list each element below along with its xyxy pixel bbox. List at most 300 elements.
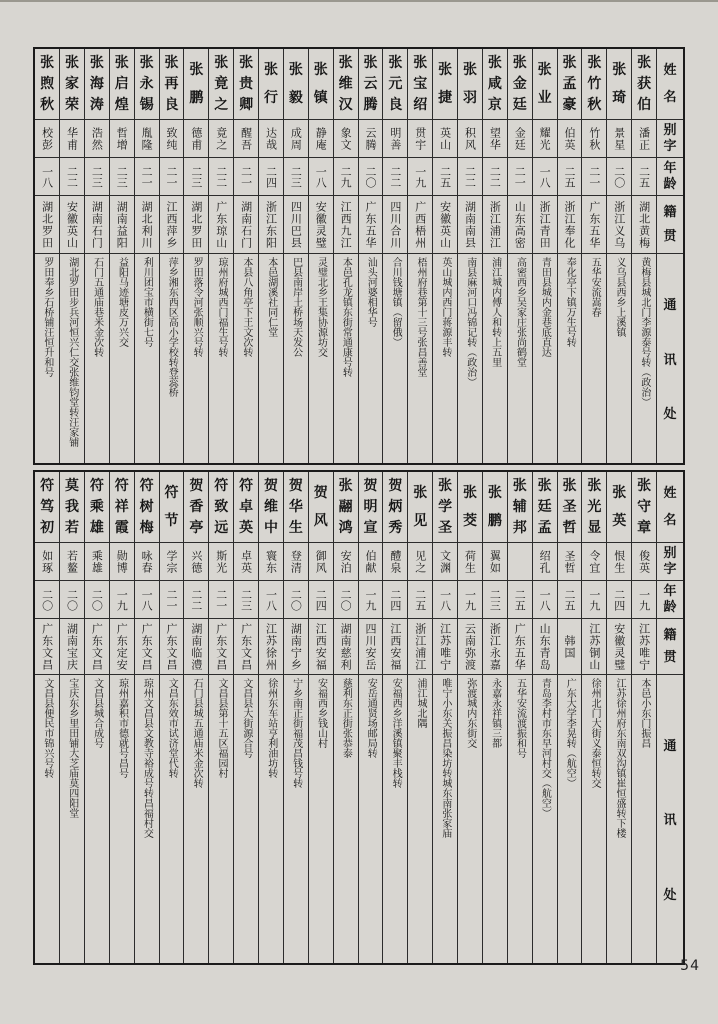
address-cell: 文昌县城合成号 [91, 678, 103, 748]
zi-cell: 德甫 [184, 120, 208, 158]
zi-cell: 卓英 [234, 543, 258, 581]
person-column [35, 49, 59, 463]
address-cell: 黄梅县城北门李源泰号转（政治） [638, 257, 650, 407]
name-cell: 张 煦 秋 [35, 49, 59, 120]
age-cell: 二四 [607, 581, 631, 619]
age-cell: 二二 [383, 158, 407, 196]
address-cell: 五华安流渡振和号 [514, 678, 526, 758]
age-cell: 二三 [234, 581, 258, 619]
zi-cell: 文渊 [433, 543, 457, 581]
native-cell: 湖北黄梅 [632, 196, 656, 254]
age-cell: 二九 [334, 158, 358, 196]
age-cell: 一八 [533, 158, 557, 196]
name-cell: 贺 炳 秀 [383, 472, 407, 543]
address-cell: 琼州嘉积市德就号昌号 [116, 678, 128, 778]
name-cell: 张 获 伯 [632, 49, 656, 120]
person-column [532, 472, 557, 963]
address-cell: 益阳马迹塘皮万兴交 [116, 257, 128, 347]
address-cell: 浦江城北隅 [414, 678, 426, 728]
person-column [532, 49, 557, 463]
age-cell: 二二 [184, 581, 208, 619]
zi-cell: 景星 [607, 120, 631, 158]
directory-table-top [33, 47, 685, 465]
age-cell: 二五 [433, 158, 457, 196]
name-cell: 张 翮 鸿 [334, 472, 358, 543]
person-column [581, 49, 606, 463]
native-cell: 广东文昌 [35, 619, 59, 675]
zi-cell: 乘雄 [85, 543, 109, 581]
address-cell: 本邑孔龙镇东街常通康号转 [340, 257, 352, 377]
native-cell: 浙江东阳 [259, 196, 283, 254]
native-cell: 广东定安 [110, 619, 134, 675]
address-cell: 五华安流嵩春 [589, 257, 601, 317]
name-cell: 符 节 [160, 472, 184, 543]
name-cell: 张 琦 [607, 49, 631, 120]
zi-cell: 令宜 [582, 543, 606, 581]
native-cell: 江西萍乡 [160, 196, 184, 254]
address-cell: 宝庆东乡里田铺大芝庙莫四阳堂 [66, 678, 78, 818]
address-cell: 宁乡南正街福茂昌钱号转 [290, 678, 302, 788]
name-cell: 张 竟 之 [209, 49, 233, 120]
zi-cell: 勋博 [110, 543, 134, 581]
name-cell: 张 启 煌 [110, 49, 134, 120]
person-column [258, 49, 283, 463]
age-cell: 二一 [209, 581, 233, 619]
person-column [308, 49, 333, 463]
native-cell: 湖南益阳 [110, 196, 134, 254]
person-column [457, 49, 482, 463]
native-cell: 江西九江 [334, 196, 358, 254]
name-cell: 贺 华 生 [284, 472, 308, 543]
zi-cell: 咏春 [135, 543, 159, 581]
native-cell: 江西安福 [309, 619, 333, 675]
zi-cell: 金廷 [508, 120, 532, 158]
age-cell: 一九 [359, 581, 383, 619]
age-cell: 二五 [632, 158, 656, 196]
native-cell: 浙江奉化 [558, 196, 582, 254]
zi-cell: 醒吾 [234, 120, 258, 158]
age-cell: 二二 [458, 158, 482, 196]
address-cell: 合川钱塘镇（留俄） [390, 257, 402, 347]
zi-cell: 伯献 [359, 543, 383, 581]
age-cell: 二〇 [334, 581, 358, 619]
native-cell: 广东五华 [582, 196, 606, 254]
address-cell: 灵璧北乡王集协源坊交 [315, 257, 327, 357]
address-cell: 慈利东正街张恭泰 [340, 678, 352, 758]
person-column [358, 472, 383, 963]
header-address: 通 讯 处 [663, 738, 677, 903]
native-cell: 广东文昌 [160, 619, 184, 675]
native-cell: 湖南慈利 [334, 619, 358, 675]
age-cell: 二〇 [607, 158, 631, 196]
address-cell: 徐州东车站亨利油坊转 [265, 678, 277, 778]
person-column [606, 472, 631, 963]
address-cell: 浦江城内傅人和转上五里 [489, 257, 501, 367]
age-cell: 二二 [60, 158, 84, 196]
name-cell: 张 孟 豪 [558, 49, 582, 120]
header-column [656, 472, 683, 963]
address-cell: 弥渡城内东街交 [464, 678, 476, 748]
address-cell: 罗田落令河张顺兴号转 [191, 257, 203, 357]
native-cell: 广西梧州 [408, 196, 432, 254]
zi-cell: 圣哲 [558, 543, 582, 581]
zi-cell: 浩然 [85, 120, 109, 158]
address-cell: 罗田奉乡石桥铺汪恒升和号 [41, 257, 53, 377]
person-column [606, 49, 631, 463]
name-cell: 张 学 圣 [433, 472, 457, 543]
person-column [407, 472, 432, 963]
name-cell: 贺 风 [309, 472, 333, 543]
native-cell: 山东高密 [508, 196, 532, 254]
name-cell: 张 贵 卿 [234, 49, 258, 120]
address-cell: 梧州府巷第十三号张昌善堂 [414, 257, 426, 377]
age-cell: 二四 [309, 581, 333, 619]
name-cell: 张 镇 [309, 49, 333, 120]
address-cell: 本县八角亭下王文次转 [240, 257, 252, 357]
header-column [656, 49, 683, 463]
zi-cell: 学宗 [160, 543, 184, 581]
name-cell: 张 廷 孟 [533, 472, 557, 543]
person-column [233, 472, 258, 963]
address-cell: 徐州北门大街义泰恒转交 [589, 678, 601, 788]
zi-cell: 安泊 [334, 543, 358, 581]
native-cell: 广东琼山 [209, 196, 233, 254]
age-cell: 二四 [383, 581, 407, 619]
zi-cell: 潘正 [632, 120, 656, 158]
zi-cell: 寰东 [259, 543, 283, 581]
name-cell: 符 卓 英 [234, 472, 258, 543]
age-cell: 二三 [184, 158, 208, 196]
address-cell: 文昌县大街源合号 [240, 678, 252, 758]
address-cell: 文昌县第十五区福园村 [215, 678, 227, 778]
name-cell: 贺 维 中 [259, 472, 283, 543]
person-column [134, 49, 159, 463]
age-cell: 二三 [110, 158, 134, 196]
address-cell: 安福西乡钱山村 [315, 678, 327, 748]
header-zi: 别 字 [657, 543, 683, 581]
native-cell: 湖南南县 [458, 196, 482, 254]
zi-cell: 斯光 [209, 543, 233, 581]
address-cell: 南县麻河口冯锦记转（政治） [464, 257, 476, 387]
age-cell: 二五 [558, 158, 582, 196]
zi-cell: 积风 [458, 120, 482, 158]
person-column [208, 472, 233, 963]
person-column [59, 472, 84, 963]
name-cell: 符 乘 雄 [85, 472, 109, 543]
zi-cell: 若鳌 [60, 543, 84, 581]
name-cell: 张 维 汉 [334, 49, 358, 120]
name-cell: 张 英 [607, 472, 631, 543]
name-cell: 张 茭 [458, 472, 482, 543]
address-cell: 高密西乡吴家庄张尚鹤堂 [514, 257, 526, 367]
name-cell: 张 辅 邦 [508, 472, 532, 543]
name-cell: 张 毅 [284, 49, 308, 120]
person-column [258, 472, 283, 963]
age-cell: 二〇 [85, 581, 109, 619]
name-cell: 张 捷 [433, 49, 457, 120]
address-cell: 琼州府城西门福生号转 [215, 257, 227, 357]
person-column [507, 472, 532, 963]
age-cell: 二一 [160, 158, 184, 196]
zi-cell: 致纯 [160, 120, 184, 158]
address-cell: 文昌东效市试济堂代转 [166, 678, 178, 778]
zi-cell: 云腾 [359, 120, 383, 158]
person-column [183, 49, 208, 463]
age-cell: 一九 [110, 581, 134, 619]
native-cell: 四川巴县 [284, 196, 308, 254]
name-cell: 贺 香 亭 [184, 472, 208, 543]
native-cell: 山东青岛 [533, 619, 557, 675]
zi-cell: 俊英 [632, 543, 656, 581]
person-column [159, 49, 184, 463]
age-cell: 二〇 [284, 581, 308, 619]
address-cell: 永嘉永祥镇三都 [489, 678, 501, 748]
age-cell: 二二 [209, 158, 233, 196]
address-cell: 青田县城内金巷底直达 [539, 257, 551, 357]
zi-cell: 恨生 [607, 543, 631, 581]
native-cell: 江苏徐州 [259, 619, 283, 675]
age-cell: 二〇 [35, 581, 59, 619]
header-age: 年 龄 [657, 581, 683, 619]
native-cell: 湖南石门 [85, 196, 109, 254]
native-cell: 浙江浦江 [408, 619, 432, 675]
native-cell: 浙江青田 [533, 196, 557, 254]
person-column [631, 49, 656, 463]
person-column [557, 472, 582, 963]
name-cell: 符 致 远 [209, 472, 233, 543]
native-cell: 四川合川 [383, 196, 407, 254]
person-column [233, 49, 258, 463]
native-cell: 浙江义乌 [607, 196, 631, 254]
zi-cell: 绍孔 [533, 543, 557, 581]
address-cell: 文昌县便民市锦兴号转 [41, 678, 53, 778]
address-cell: 利川团宝市横街七号 [141, 257, 153, 347]
native-cell: 四川安岳 [359, 619, 383, 675]
name-cell: 张 宝 绍 [408, 49, 432, 120]
name-cell: 张 再 良 [160, 49, 184, 120]
person-column [159, 472, 184, 963]
age-cell: 一九 [408, 158, 432, 196]
zi-cell: 望华 [483, 120, 507, 158]
person-column [35, 472, 59, 963]
header-age: 年 龄 [657, 158, 683, 196]
native-cell: 广东文昌 [209, 619, 233, 675]
zi-cell: 竹秋 [582, 120, 606, 158]
person-column [407, 49, 432, 463]
native-cell: 湖南石门 [234, 196, 258, 254]
scan-edge [0, 0, 718, 2]
age-cell: 二一 [135, 158, 159, 196]
person-column [382, 472, 407, 963]
native-cell: 浙江浦江 [483, 196, 507, 254]
zi-cell: 翼如 [483, 543, 507, 581]
name-cell: 张 云 腾 [359, 49, 383, 120]
age-cell: 一八 [533, 581, 557, 619]
name-cell: 符 祥 霞 [110, 472, 134, 543]
age-cell: 二三 [284, 158, 308, 196]
person-column [84, 472, 109, 963]
header-name: 姓 名 [657, 472, 683, 543]
name-cell: 符 笃 初 [35, 472, 59, 543]
age-cell: 一八 [433, 581, 457, 619]
native-cell: 广东五华 [359, 196, 383, 254]
zi-cell: 哲增 [110, 120, 134, 158]
person-column [581, 472, 606, 963]
native-cell: 浙江永嘉 [483, 619, 507, 675]
person-column [482, 472, 507, 963]
native-cell: 安徽英山 [433, 196, 457, 254]
native-cell: 安徽灵璧 [309, 196, 333, 254]
age-cell: 一八 [35, 158, 59, 196]
native-cell: 江苏唯宁 [632, 619, 656, 675]
person-column [631, 472, 656, 963]
person-column [134, 472, 159, 963]
zi-cell [508, 543, 532, 581]
address-cell: 琼州文昌县文教寺裕成号转昌福村交 [141, 678, 153, 838]
age-cell: 二一 [508, 158, 532, 196]
native-cell: 湖南宁乡 [284, 619, 308, 675]
zi-cell: 静庵 [309, 120, 333, 158]
header-native: 籍 贯 [657, 196, 683, 254]
zi-cell: 英山 [433, 120, 457, 158]
native-cell: 江西安福 [383, 619, 407, 675]
name-cell: 贺 明 宣 [359, 472, 383, 543]
person-column [208, 49, 233, 463]
name-cell: 张 羽 [458, 49, 482, 120]
zi-cell: 明善 [383, 120, 407, 158]
native-cell: 广东文昌 [234, 619, 258, 675]
directory-tables [33, 47, 685, 965]
zi-cell: 象文 [334, 120, 358, 158]
address-cell: 广东大学李晃转（航空） [564, 678, 576, 788]
address-cell: 汕头河婆相华号 [365, 257, 377, 327]
native-cell: 江苏唯宁 [433, 619, 457, 675]
zi-cell: 竟之 [209, 120, 233, 158]
person-column [283, 49, 308, 463]
person-column [507, 49, 532, 463]
address-cell: 安福西乡洋溪镇聚丰栈转 [390, 678, 402, 788]
page-number: 54 [680, 958, 700, 974]
native-cell: 湖南宝庆 [60, 619, 84, 675]
person-column [333, 49, 358, 463]
header-name: 姓 名 [657, 49, 683, 120]
native-cell: 湖北罗田 [184, 196, 208, 254]
person-column [308, 472, 333, 963]
address-cell: 义乌县西乡上溪镇 [613, 257, 625, 337]
age-cell: 二一 [160, 581, 184, 619]
age-cell: 一八 [309, 158, 333, 196]
person-column [109, 49, 134, 463]
address-cell: 青岛李村市东早河村交（航空） [539, 678, 551, 818]
native-cell: 安徽英山 [60, 196, 84, 254]
name-cell: 符 树 梅 [135, 472, 159, 543]
address-cell: 奉化亭下镇万生号转 [564, 257, 576, 347]
name-cell: 张 行 [259, 49, 283, 120]
address-cell: 安岳通贤场邮局转 [365, 678, 377, 758]
zi-cell: 荷生 [458, 543, 482, 581]
native-cell: 湖北罗田 [35, 196, 59, 254]
zi-cell: 醴泉 [383, 543, 407, 581]
name-cell: 张 金 廷 [508, 49, 532, 120]
native-cell: 湖北利川 [135, 196, 159, 254]
person-column [358, 49, 383, 463]
age-cell: 二三 [483, 581, 507, 619]
person-column [457, 472, 482, 963]
person-column [109, 472, 134, 963]
name-cell: 张 鹏 [184, 49, 208, 120]
directory-table-bottom [33, 470, 685, 965]
zi-cell: 御风 [309, 543, 333, 581]
name-cell: 张 守 章 [632, 472, 656, 543]
age-cell: 一九 [458, 581, 482, 619]
name-cell: 张 鹏 [483, 472, 507, 543]
person-column [59, 49, 84, 463]
name-cell: 张 圣 哲 [558, 472, 582, 543]
age-cell: 一八 [259, 581, 283, 619]
age-cell: 二〇 [60, 581, 84, 619]
header-native: 籍 贯 [657, 619, 683, 675]
name-cell: 张 咸 京 [483, 49, 507, 120]
age-cell: 二〇 [359, 158, 383, 196]
header-address: 通 讯 处 [663, 297, 677, 423]
zi-cell: 兴德 [184, 543, 208, 581]
zi-cell: 华甫 [60, 120, 84, 158]
name-cell: 张 竹 秋 [582, 49, 606, 120]
name-cell: 张 海 涛 [85, 49, 109, 120]
person-column [183, 472, 208, 963]
address-cell: 江苏徐州府东南双沟镇崔恒盛转下楼 [613, 678, 625, 838]
name-cell: 张 元 良 [383, 49, 407, 120]
name-cell: 莫 我 若 [60, 472, 84, 543]
age-cell: 一八 [135, 581, 159, 619]
address-cell: 湖北罗田步兵河恒兴仁交张维钧堂转汪家铺 [66, 257, 78, 447]
age-cell: 二五 [408, 581, 432, 619]
person-column [382, 49, 407, 463]
native-cell: 广东文昌 [135, 619, 159, 675]
name-cell: 张 光 显 [582, 472, 606, 543]
person-column [333, 472, 358, 963]
address-cell: 本邑小东门振昌 [638, 678, 650, 748]
age-cell: 二五 [558, 581, 582, 619]
person-column [432, 472, 457, 963]
age-cell: 二一 [234, 158, 258, 196]
name-cell: 张 永 锡 [135, 49, 159, 120]
native-cell: 广东文昌 [85, 619, 109, 675]
person-column [557, 49, 582, 463]
address-cell: 萍乡湘东西区高小学校转登蕊桥 [166, 257, 178, 397]
zi-cell: 胤隆 [135, 120, 159, 158]
zi-cell: 达哉 [259, 120, 283, 158]
zi-cell: 登清 [284, 543, 308, 581]
zi-cell: 耀光 [533, 120, 557, 158]
native-cell: 湖南临澧 [184, 619, 208, 675]
person-column [283, 472, 308, 963]
address-cell: 本邑湖溪社同仁堂 [265, 257, 277, 337]
native-cell: 安徽灵璧 [607, 619, 631, 675]
address-cell: 英山城内西门蒋源丰转 [439, 257, 451, 357]
address-cell: 唯宁小东关振昌染坊转城东南张家庙 [439, 678, 451, 838]
age-cell: 一九 [582, 581, 606, 619]
zi-cell: 伯英 [558, 120, 582, 158]
zi-cell: 见之 [408, 543, 432, 581]
zi-cell: 成周 [284, 120, 308, 158]
person-column [482, 49, 507, 463]
age-cell: 二三 [85, 158, 109, 196]
zi-cell: 如琢 [35, 543, 59, 581]
address-cell: 石门县城五通庙米金次转 [191, 678, 203, 788]
zi-cell: 校彭 [35, 120, 59, 158]
person-column [84, 49, 109, 463]
